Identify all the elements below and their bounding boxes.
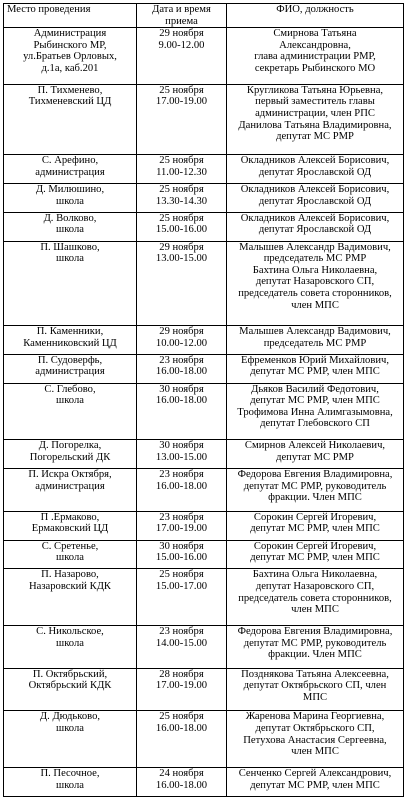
date-cell-line: 15.00-17.00 bbox=[155, 581, 208, 593]
person-cell-line: Позднякова Татьяна Алексеевна, bbox=[241, 668, 389, 680]
person-cell-line: Жаренова Марина Георгиевна, bbox=[245, 711, 385, 723]
date-cell-line: 17.00-19.00 bbox=[155, 680, 208, 692]
place-cell-line: ул.Братьев Орловых, bbox=[23, 51, 117, 63]
place-cell bbox=[4, 354, 137, 383]
person-cell-line: Смирнова Татьяна bbox=[273, 28, 357, 40]
person-cell-line: Дьяков Василий Федотович, bbox=[251, 383, 379, 395]
date-cell-line: 30 ноября bbox=[159, 383, 204, 395]
date-cell-line: 16.00-18.00 bbox=[155, 480, 208, 492]
date-cell bbox=[137, 511, 227, 540]
date-cell-line: 30 ноября bbox=[159, 440, 204, 452]
place-cell bbox=[4, 325, 137, 354]
date-cell-line: 29 ноября bbox=[159, 241, 204, 253]
person-cell-line: депутат Глебовского СП bbox=[260, 418, 370, 430]
place-cell bbox=[4, 711, 137, 768]
date-cell-line: 25 ноября bbox=[159, 183, 204, 195]
date-cell bbox=[137, 469, 227, 512]
person-cell-line: Сорокин Сергей Игоревич, bbox=[253, 511, 377, 523]
schedule-table bbox=[3, 3, 404, 797]
table-row bbox=[4, 212, 404, 241]
person-cell bbox=[227, 626, 404, 669]
place-cell-line: С. Никольское, bbox=[36, 626, 104, 637]
place-cell bbox=[4, 540, 137, 569]
person-cell-line: Окладников Алексей Борисович, bbox=[240, 212, 390, 224]
place-cell bbox=[4, 569, 137, 626]
place-cell bbox=[4, 626, 137, 669]
table-row bbox=[4, 569, 404, 626]
table-row bbox=[4, 354, 404, 383]
date-cell bbox=[137, 183, 227, 212]
date-cell-line: 25 ноября bbox=[159, 569, 204, 581]
place-cell-line: П. Каменники, bbox=[36, 325, 104, 337]
person-cell-line: Петухова Анастасия Сергеевна, bbox=[243, 734, 387, 746]
person-cell-line: депутат МС РМР, член МПС bbox=[250, 366, 380, 378]
header-place-line: Место проведения bbox=[7, 4, 91, 15]
person-cell-line: депутат Ярославской ОД bbox=[258, 224, 372, 236]
place-cell-line: П. Песочное, bbox=[40, 767, 100, 779]
date-cell-line: 14.00-15.00 bbox=[155, 637, 208, 649]
date-cell-line: 29 ноября bbox=[159, 28, 204, 40]
place-cell bbox=[4, 469, 137, 512]
person-cell-line: Федорова Евгения Владимировна, bbox=[237, 626, 393, 637]
date-cell-line: 15.00-16.00 bbox=[155, 552, 208, 564]
date-cell-line: 16.00-18.00 bbox=[155, 366, 208, 378]
table-row bbox=[4, 325, 404, 354]
person-cell-line: глава администрации РМР, bbox=[254, 51, 376, 63]
place-cell-line: школа bbox=[56, 779, 84, 791]
date-cell-line: 23 ноября bbox=[159, 626, 204, 637]
header-date-line: Дата и время bbox=[152, 4, 211, 15]
place-cell-line: школа bbox=[56, 637, 84, 649]
person-cell bbox=[227, 383, 404, 440]
date-cell bbox=[137, 569, 227, 626]
table-row bbox=[4, 84, 404, 154]
place-cell-line: П. Тихменево, bbox=[37, 84, 103, 96]
date-cell-line: 23 ноября bbox=[159, 511, 204, 523]
table-row bbox=[4, 241, 404, 325]
place-cell-line: администрация bbox=[35, 366, 105, 378]
person-cell-line: депутат МС РМР bbox=[276, 131, 354, 143]
date-cell bbox=[137, 383, 227, 440]
date-cell-line: 13.30-14.30 bbox=[155, 195, 208, 207]
table-row bbox=[4, 711, 404, 768]
person-cell bbox=[227, 469, 404, 512]
person-cell-line: первый заместитель главы bbox=[255, 96, 375, 108]
place-cell bbox=[4, 183, 137, 212]
place-cell-line: школа bbox=[56, 253, 84, 265]
person-cell-line: Ефременков Юрий Михайлович, bbox=[241, 354, 389, 366]
place-cell bbox=[4, 84, 137, 154]
place-cell-line: П. Шашково, bbox=[40, 241, 100, 253]
date-cell-line: 25 ноября bbox=[159, 155, 204, 167]
person-cell-line: депутат Октябрьского СП, член bbox=[243, 680, 387, 692]
person-cell-line: Смирнов Алексей Николаевич, bbox=[244, 440, 386, 452]
date-cell-line: 15.00-16.00 bbox=[155, 224, 208, 236]
place-cell-line: школа bbox=[56, 224, 84, 236]
date-cell bbox=[137, 325, 227, 354]
date-cell-line: 13.00-15.00 bbox=[155, 253, 208, 265]
place-cell-line: Рыбинского МР, bbox=[33, 39, 107, 51]
person-cell bbox=[227, 84, 404, 154]
person-cell-line: депутат МС РМР, член МПС bbox=[250, 523, 380, 535]
person-cell-line: член МПС bbox=[291, 746, 339, 758]
person-cell-line: член МПС bbox=[291, 299, 339, 311]
person-cell-line: Окладников Алексей Борисович, bbox=[240, 155, 390, 167]
table-row bbox=[4, 469, 404, 512]
header-person-line: ФИО, должность bbox=[276, 4, 354, 15]
header-place bbox=[4, 4, 137, 28]
person-cell-line: Бахтина Ольга Николаевна, bbox=[252, 569, 378, 581]
date-cell-line: 17.00-19.00 bbox=[155, 523, 208, 535]
person-cell-line: депутат МС РМР bbox=[276, 451, 354, 463]
person-cell-line: депутат Назаровского СП, bbox=[255, 581, 375, 593]
place-cell-line: Д. Дюдьково, bbox=[39, 711, 101, 723]
date-cell bbox=[137, 540, 227, 569]
person-cell-line: фракции. Член МПС bbox=[268, 492, 362, 504]
place-cell-line: П. Искра Октября, bbox=[28, 469, 112, 481]
place-cell-line: Назаровский КДК bbox=[29, 581, 111, 593]
person-cell-line: председатель МС РМР bbox=[263, 253, 367, 265]
person-cell-line: Окладников Алексей Борисович, bbox=[240, 183, 390, 195]
person-cell-line: председатель совета сторонников, bbox=[238, 592, 392, 604]
person-cell-line: депутат МС РМР, руководитель bbox=[243, 637, 387, 649]
person-cell-line: депутат МС РМР, член МПС bbox=[250, 552, 380, 564]
table-row bbox=[4, 383, 404, 440]
date-cell-line: 23 ноября bbox=[159, 469, 204, 481]
place-cell-line: школа bbox=[56, 552, 84, 564]
person-cell-line: Сенченко Сергей Александрович, bbox=[238, 767, 392, 779]
place-cell-line: Каменниковский ЦД bbox=[23, 337, 117, 349]
table-row bbox=[4, 511, 404, 540]
place-cell-line: С. Сретенье, bbox=[41, 540, 99, 552]
place-cell-line: Тихменевский ЦД bbox=[28, 96, 112, 108]
person-cell bbox=[227, 668, 404, 711]
place-cell bbox=[4, 511, 137, 540]
person-cell-line: МПС bbox=[302, 691, 328, 703]
place-cell-line: Д. Волково, bbox=[43, 212, 97, 224]
date-cell-line: 28 ноября bbox=[159, 668, 204, 680]
date-cell-line: 29 ноября bbox=[159, 325, 204, 337]
place-cell-line: П .Ермаково, bbox=[40, 511, 100, 523]
date-cell-line: 17.00-19.00 bbox=[155, 96, 208, 108]
person-cell bbox=[227, 155, 404, 184]
person-cell-line: депутат МС РМР, член МПС bbox=[250, 395, 380, 407]
table-body bbox=[4, 28, 404, 797]
person-cell-line: депутат МС РМР, руководитель bbox=[243, 480, 387, 492]
person-cell-line: председатель совета сторонников, bbox=[238, 288, 392, 300]
date-cell bbox=[137, 668, 227, 711]
person-cell bbox=[227, 540, 404, 569]
person-cell-line: Малышев Александр Вадимович, bbox=[239, 325, 391, 337]
person-cell-line: секретарь Рыбинского МО bbox=[254, 62, 376, 74]
date-cell-line: 23 ноября bbox=[159, 354, 204, 366]
person-cell-line: депутат МС РМР, член МПС bbox=[250, 779, 380, 791]
person-cell-line: Трофимова Инна Алимгазымовна, bbox=[237, 406, 393, 418]
header-person bbox=[227, 4, 404, 28]
table-row bbox=[4, 440, 404, 469]
person-cell bbox=[227, 183, 404, 212]
place-cell-line: администрация bbox=[35, 480, 105, 492]
person-cell bbox=[227, 569, 404, 626]
place-cell-line: Д. Погорелка, bbox=[38, 440, 102, 452]
place-cell-line: школа bbox=[56, 723, 84, 734]
place-cell-line: Октябрьский КДК bbox=[28, 680, 112, 692]
person-cell-line: депутат Ярославской ОД bbox=[258, 195, 372, 207]
date-cell-line: 13.00-15.00 bbox=[155, 451, 208, 463]
place-cell-line: Ермаковский ЦД bbox=[31, 523, 109, 535]
date-cell-line: 25 ноября bbox=[159, 212, 204, 224]
date-cell bbox=[137, 155, 227, 184]
table-row bbox=[4, 183, 404, 212]
table-row bbox=[4, 155, 404, 184]
date-cell-line: 11.00-12.30 bbox=[156, 166, 207, 178]
place-cell bbox=[4, 212, 137, 241]
place-cell-line: д.1а, каб.201 bbox=[41, 62, 99, 74]
person-cell bbox=[227, 325, 404, 354]
place-cell bbox=[4, 155, 137, 184]
person-cell-line: Малышев Александр Вадимович, bbox=[239, 241, 391, 253]
table-row bbox=[4, 540, 404, 569]
place-cell-line: С. Глебово, bbox=[44, 383, 96, 395]
date-cell-line: 10.00-12.00 bbox=[155, 337, 208, 349]
person-cell-line: администрации, член РПС bbox=[255, 107, 375, 119]
date-cell bbox=[137, 626, 227, 669]
person-cell-line: фракции. Член МПС bbox=[268, 649, 362, 661]
place-cell-line: школа bbox=[56, 395, 84, 407]
person-cell-line: Бахтина Ольга Николаевна, bbox=[252, 264, 378, 276]
place-cell-line: Погорельский ДК bbox=[29, 451, 111, 463]
date-cell-line: 16.00-18.00 bbox=[155, 395, 208, 407]
date-cell bbox=[137, 212, 227, 241]
person-cell-line: Александровна, bbox=[279, 39, 351, 51]
date-cell-line: 9.00-12.00 bbox=[158, 39, 205, 51]
place-cell bbox=[4, 767, 137, 796]
person-cell bbox=[227, 440, 404, 469]
person-cell-line: председатель МС РМР bbox=[263, 337, 367, 349]
date-cell-line: 24 ноября bbox=[159, 767, 204, 779]
header-row bbox=[4, 4, 404, 28]
date-cell bbox=[137, 711, 227, 768]
date-cell-line: 25 ноября bbox=[159, 711, 204, 723]
person-cell bbox=[227, 767, 404, 796]
place-cell-line: П. Октябрьский, bbox=[32, 668, 108, 680]
place-cell-line: Д. Милюшино, bbox=[35, 183, 105, 195]
place-cell-line: П. Судоверфь, bbox=[37, 354, 103, 366]
table-row bbox=[4, 668, 404, 711]
table-row bbox=[4, 626, 404, 669]
header-date bbox=[137, 4, 227, 28]
date-cell bbox=[137, 767, 227, 796]
date-cell-line: 16.00-18.00 bbox=[155, 779, 208, 791]
person-cell-line: Федорова Евгения Владимировна, bbox=[237, 469, 393, 481]
person-cell-line: депутат Октябрьского СП, bbox=[255, 723, 375, 734]
date-cell bbox=[137, 241, 227, 325]
person-cell bbox=[227, 711, 404, 768]
person-cell bbox=[227, 212, 404, 241]
place-cell bbox=[4, 383, 137, 440]
header-date-line: приема bbox=[165, 15, 198, 27]
date-cell bbox=[137, 28, 227, 85]
person-cell bbox=[227, 28, 404, 85]
place-cell bbox=[4, 241, 137, 325]
place-cell-line: администрация bbox=[35, 166, 105, 178]
date-cell-line: 16.00-18.00 bbox=[155, 723, 208, 734]
place-cell-line: П. Назарово, bbox=[41, 569, 99, 581]
date-cell-line: 25 ноября bbox=[159, 84, 204, 96]
person-cell-line: депутат Назаровского СП, bbox=[255, 276, 375, 288]
person-cell bbox=[227, 511, 404, 540]
person-cell bbox=[227, 241, 404, 325]
table-row bbox=[4, 28, 404, 85]
date-cell-line: 30 ноября bbox=[159, 540, 204, 552]
place-cell bbox=[4, 28, 137, 85]
person-cell-line: депутат Ярославской ОД bbox=[258, 166, 372, 178]
person-cell bbox=[227, 354, 404, 383]
place-cell bbox=[4, 440, 137, 469]
person-cell-line: Данилова Татьяна Владимировна, bbox=[238, 119, 392, 131]
date-cell bbox=[137, 84, 227, 154]
place-cell-line: школа bbox=[56, 195, 84, 207]
person-cell-line: Сорокин Сергей Игоревич, bbox=[253, 540, 377, 552]
place-cell bbox=[4, 668, 137, 711]
person-cell-line: Кругликова Татьяна Юрьевна, bbox=[246, 84, 384, 96]
table-row bbox=[4, 767, 404, 796]
date-cell bbox=[137, 354, 227, 383]
place-cell-line: С. Арефино, bbox=[41, 155, 99, 167]
place-cell-line: Администрация bbox=[33, 28, 107, 40]
date-cell bbox=[137, 440, 227, 469]
person-cell-line: член МПС bbox=[291, 604, 339, 616]
